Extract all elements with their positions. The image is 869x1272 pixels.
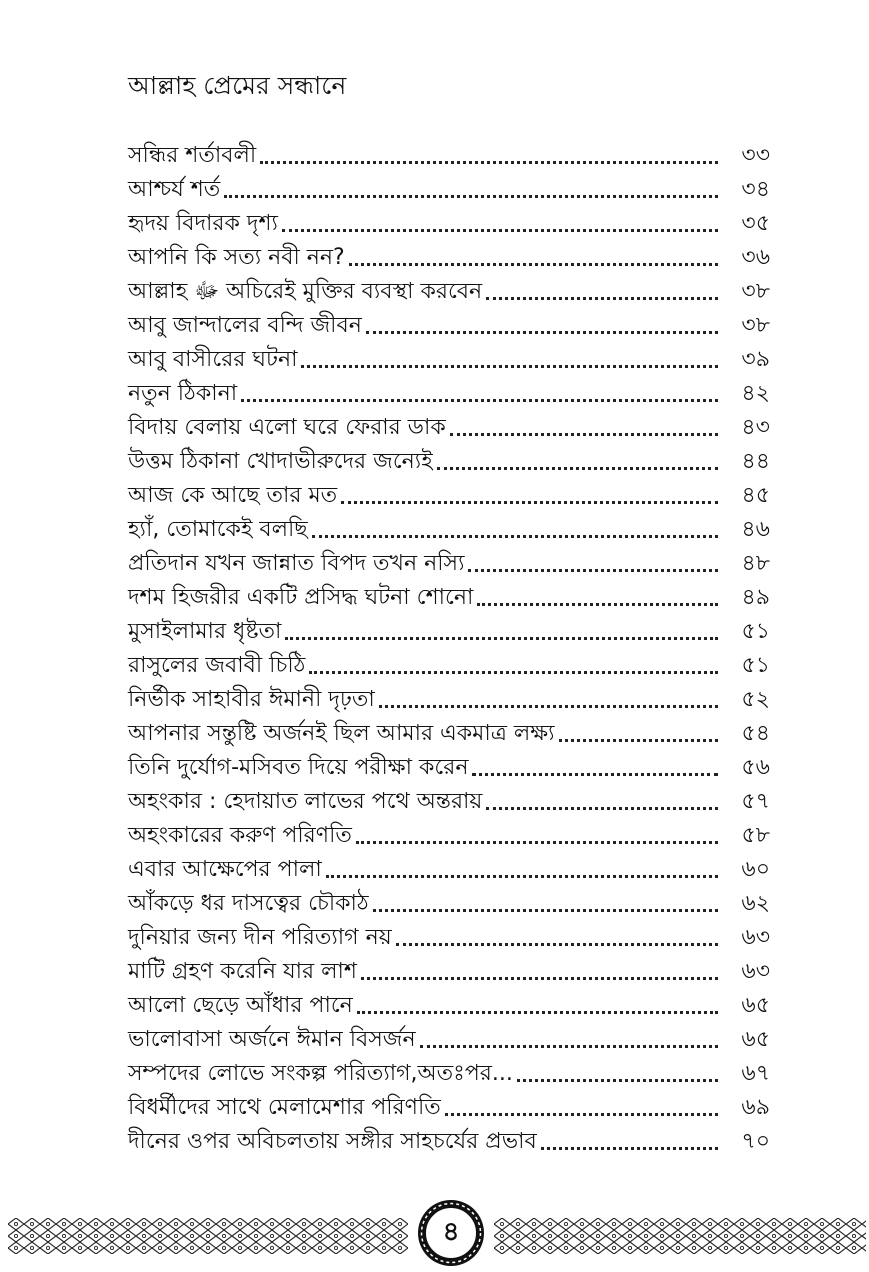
dot-leader (312, 534, 718, 538)
toc-entry-title: হ্যাঁ, তোমাকেই বলছি (128, 517, 308, 542)
toc-entry-page: ৩৮ (741, 279, 770, 304)
toc-entry (128, 578, 770, 612)
toc-entry-page: ৬৩ (741, 959, 770, 984)
toc-entry-page: ৩৮ (741, 313, 770, 338)
toc-entry-title: হৃদয় বিদারক দৃশ্য (128, 211, 278, 236)
dot-leader (301, 364, 718, 368)
toc-entry-title: অহংকারের করুণ পরিণতি (128, 823, 352, 848)
dot-leader (373, 908, 718, 912)
toc-entry (128, 510, 770, 544)
toc-entry-page: ৩৪ (741, 177, 770, 202)
toc-entry (128, 986, 770, 1020)
toc-entry (128, 918, 770, 952)
toc-entry (128, 952, 770, 986)
toc-entry (128, 884, 770, 918)
left-ornament-band (8, 1218, 408, 1254)
toc-entry-page: ৬২ (741, 891, 770, 916)
toc-entry-title: আবু বাসীরের ঘটনা (128, 347, 298, 372)
toc-entry-page: ৪৯ (741, 585, 770, 610)
toc-entry (128, 1088, 770, 1122)
toc-entry (128, 1054, 770, 1088)
dot-leader (349, 262, 718, 266)
footer-ornament (0, 1192, 869, 1272)
toc-entry-page: ৪৫ (741, 483, 770, 508)
toc-entry (128, 442, 770, 476)
toc-entry-title: আঁকড়ে ধর দাসত্বের চৌকাঠ (128, 891, 369, 916)
toc-entry (128, 816, 770, 850)
toc-entry-title: বিধর্মীদের সাথে মেলামেশার পরিণতি (128, 1095, 441, 1120)
toc-entry-title: আজ কে আছে তার মত (128, 483, 338, 508)
toc-entry-title: দশম হিজরীর একটি প্রসিদ্ধ ঘটনা শোনো (128, 585, 474, 610)
dot-leader (486, 296, 718, 300)
toc-entry-title: আপনি কি সত্য নবী নন? (128, 245, 345, 270)
toc-entry-page: ৬৭ (741, 1061, 770, 1086)
toc-entry-page: ৬৯ (741, 1095, 770, 1120)
dot-leader (341, 500, 718, 504)
dot-leader (437, 466, 718, 470)
toc-entry-page: ৫৪ (741, 721, 770, 746)
dot-leader (486, 806, 718, 810)
toc-entry (128, 408, 770, 442)
toc-entry (128, 544, 770, 578)
toc-entry-title: আশ্চর্য শর্ত (128, 177, 221, 202)
toc-entry-page: ৬৫ (741, 993, 770, 1018)
toc-entry (128, 374, 770, 408)
toc-entry-title: দীনের ওপর অবিচলতায় সঙ্গীর সাহচর্যের প্রভাব (128, 1129, 537, 1154)
dot-leader (468, 568, 718, 572)
toc-entry (128, 1020, 770, 1054)
page-number: ৪ (442, 1217, 460, 1247)
dot-leader (282, 228, 718, 232)
toc-entry-title: সন্ধির শর্তাবলী (128, 143, 257, 168)
toc-entry (128, 782, 770, 816)
toc-entry-title: উত্তম ঠিকানা খোদাভীরুদের জন্যেই (128, 449, 433, 474)
toc-entry (128, 306, 770, 340)
toc-entry-title: রাসুলের জবাবী চিঠি (128, 653, 306, 678)
toc-entry-title: নির্ভীক সাহাবীর ঈমানী দৃঢ়তা (128, 687, 375, 712)
toc-entry-title: এবার আক্ষেপের পালা (128, 857, 322, 882)
toc-entry-page: ৪২ (741, 381, 770, 406)
dot-leader (357, 1010, 718, 1014)
toc-entry-page: ৪৩ (741, 415, 770, 440)
toc-entry (128, 136, 770, 170)
dot-leader (477, 602, 718, 606)
toc-entry (128, 748, 770, 782)
toc-entry (128, 646, 770, 680)
toc-entry (128, 612, 770, 646)
toc-entry-page: ৭০ (741, 1129, 770, 1154)
toc-entry-title: আল্লাহ ﷻ অচিরেই মুক্তির ব্যবস্থা করবেন (128, 279, 483, 304)
dot-leader (366, 330, 718, 334)
toc-entry-title: প্রতিদান যখন জান্নাত বিপদ তখন নস্যি (128, 551, 465, 576)
toc-entry (128, 680, 770, 714)
dot-leader (517, 1078, 718, 1082)
toc-entry-title: আপনার সন্তুষ্টি অর্জনই ছিল আমার একমাত্র লক্ষ্য (128, 721, 555, 746)
dot-leader (260, 160, 718, 164)
toc-entry-title: আলো ছেড়ে আঁধার পানে (128, 993, 353, 1018)
toc-entry-page: ৩৬ (741, 245, 770, 270)
toc-entry (128, 850, 770, 884)
toc-entry-page: ৬৫ (741, 1027, 770, 1052)
toc-entry-title: আবু জান্দালের বন্দি জীবন (128, 313, 362, 338)
toc-entry (128, 476, 770, 510)
toc-entry-page: ৬০ (741, 857, 770, 882)
dot-leader (361, 976, 718, 980)
toc-entry-title: মাটি গ্রহণ করেনি যার লাশ (128, 959, 357, 984)
toc-entry (128, 340, 770, 374)
dot-leader (420, 1044, 718, 1048)
dot-leader (379, 704, 718, 708)
dot-leader (445, 1112, 718, 1116)
toc-entry-page: ৫১ (741, 653, 770, 678)
toc-entry-title: নতুন ঠিকানা (128, 381, 238, 406)
dot-leader (450, 432, 718, 436)
toc-entry (128, 272, 770, 306)
toc-entry-title: অহংকার : হেদায়াত লাভের পথে অন্তরায় (128, 789, 483, 814)
dot-leader (285, 636, 718, 640)
dot-leader (472, 772, 718, 776)
dot-leader (396, 942, 718, 946)
toc-entry-page: ৬৩ (741, 925, 770, 950)
dot-leader (356, 840, 718, 844)
toc-entry (128, 170, 770, 204)
toc-entry-page: ৫২ (741, 687, 770, 712)
table-of-contents (128, 136, 770, 1156)
toc-entry-page: ৩৩ (741, 143, 770, 168)
toc-entry (128, 1122, 770, 1156)
toc-entry-title: সম্পদের লোভে সংকল্প পরিত্যাগ,অতঃপর... (128, 1061, 513, 1086)
toc-entry-title: দুনিয়ার জন্য দীন পরিত্যাগ নয় (128, 925, 392, 950)
toc-entry-page: ৫৮ (741, 823, 770, 848)
toc-entry (128, 714, 770, 748)
toc-entry-title: তিনি দুর্যোগ-মসিবত দিয়ে পরীক্ষা করেন (128, 755, 469, 780)
dot-leader (224, 194, 718, 198)
toc-entry-title: ভালোবাসা অর্জনে ঈমান বিসর্জন (128, 1027, 416, 1052)
dot-leader (241, 398, 718, 402)
toc-entry-title: মুসাইলামার ধৃষ্টতা (128, 619, 282, 644)
dot-leader (309, 670, 718, 674)
running-header: আল্লাহ প্রেমের সন্ধানে (128, 71, 347, 100)
toc-entry-page: ৪৪ (741, 449, 770, 474)
dot-leader (559, 738, 718, 742)
toc-entry (128, 238, 770, 272)
toc-entry-page: ৪৮ (741, 551, 770, 576)
toc-entry-page: ৫১ (741, 619, 770, 644)
toc-entry-page: ৩৫ (741, 211, 770, 236)
toc-entry-page: ৫৬ (741, 755, 770, 780)
right-ornament-band (494, 1218, 866, 1254)
toc-entry-title: বিদায় বেলায় এলো ঘরে ফেরার ডাক (128, 415, 446, 440)
toc-entry-page: ৫৭ (741, 789, 770, 814)
toc-entry-page: ৪৬ (741, 517, 770, 542)
dot-leader (326, 874, 718, 878)
toc-entry (128, 204, 770, 238)
toc-entry-page: ৩৯ (741, 347, 770, 372)
dot-leader (541, 1146, 718, 1150)
